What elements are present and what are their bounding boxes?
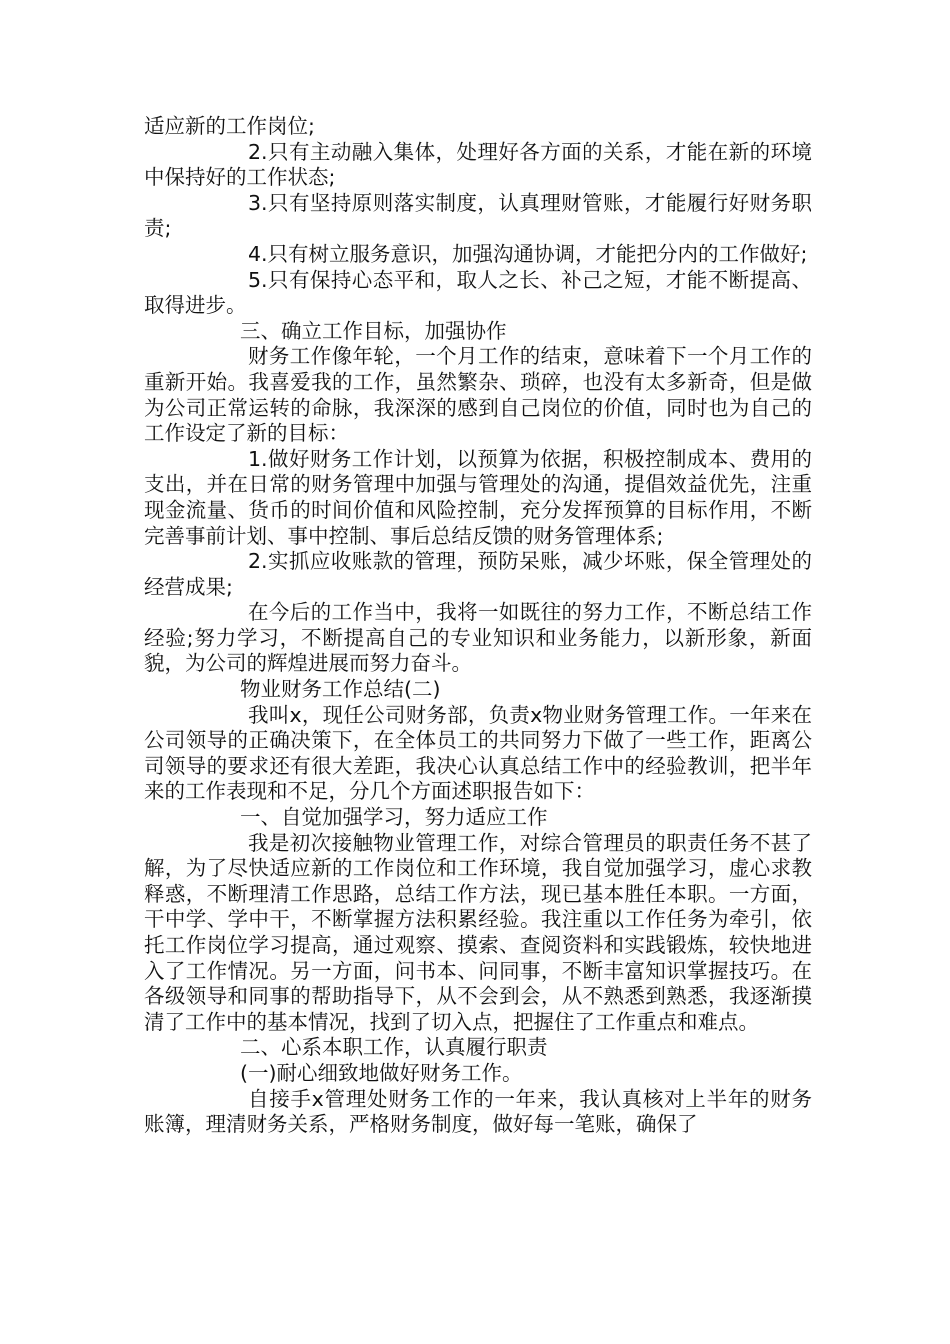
paragraph-12: 我叫x，现任公司财务部，负责x物业财务管理工作。一年来在公司领导的正确决策下，在全体员工的共同努力下做了一些工作，距离公司领导的要求还有很大差距，我决心认真总结工作中的经验教训，把半年来的工作表现和不足，分几个方面述职报告如下： <box>144 702 812 804</box>
paragraph-5: 5.只有保持心态平和，取人之长、补己之短，才能不断提高、取得进步。 <box>144 267 812 318</box>
paragraph-1: 适应新的工作岗位; <box>144 114 315 138</box>
paragraph-3: 3.只有坚持原则落实制度，认真理财管账，才能履行好财务职责; <box>144 190 812 241</box>
section-heading-3: 三、确立工作目标，加强协作 <box>240 318 507 343</box>
section-heading-1: 一、自觉加强学习，努力适应工作 <box>240 805 548 830</box>
subsection-heading-1: (一)耐心细致地做好财务工作。 <box>240 1060 523 1085</box>
document-body <box>144 114 812 1138</box>
paragraph-8: 1.做好财务工作计划，以预算为依据，积极控制成本、费用的支出，并在日常的财务管理中加强与管理处的沟通，提倡效益优先，注重现金流量、货币的时间价值和风险控制，充分发挥预算的目标作用，不断完善事前计划、事中控制、事后总结反馈的财务管理体系; <box>144 446 812 548</box>
document-title-2: 物业财务工作总结(二) <box>240 677 441 702</box>
paragraph-4: 4.只有树立服务意识，加强沟通协调，才能把分内的工作做好; <box>248 241 808 266</box>
paragraph-14: 我是初次接触物业管理工作，对综合管理员的职责任务不甚了解，为了尽快适应新的工作岗位和工作环境，我自觉加强学习，虚心求教释惑，不断理清工作思路，总结工作方法，现已基本胜任本职。一方面，干中学、学中干，不断掌握方法积累经验。我注重以工作任务为牵引，依托工作岗位学习提高，通过观察、摸索、查阅资料和实践锻炼，较快地进入了工作情况。另一方面，问书本、问同事，不断丰富知识掌握技巧。在各级领导和同事的帮助指导下，从不会到会，从不熟悉到熟悉，我逐渐摸清了工作中的基本情况，找到了切入点，把握住了工作重点和难点。 <box>144 830 812 1034</box>
paragraph-9: 2.实抓应收账款的管理，预防呆账，减少坏账，保全管理处的经营成果; <box>144 549 812 599</box>
paragraph-10: 在今后的工作当中，我将一如既往的努力工作，不断总结工作经验;努力学习，不断提高自己的专业知识和业务能力，以新形象，新面貌，为公司的辉煌进展而努力奋斗。 <box>144 600 812 676</box>
paragraph-2: 2.只有主动融入集体，处理好各方面的关系，才能在新的环境中保持好的工作状态; <box>144 139 812 190</box>
paragraph-7: 财务工作像年轮，一个月工作的结束，意味着下一个月工作的重新开始。我喜爱我的工作，虽然繁杂、琐碎，也没有太多新奇，但是做为公司正常运转的命脉，我深深的感到自己岗位的价值，同时也为自己的工作设定了新的目标： <box>144 344 812 446</box>
section-heading-2: 二、心系本职工作，认真履行职责 <box>240 1035 548 1060</box>
paragraph-17: 自接手x管理处财务工作的一年来，我认真核对上半年的财务账簿，理清财务关系，严格财务制度，做好每一笔账，确保了 <box>144 1086 812 1137</box>
